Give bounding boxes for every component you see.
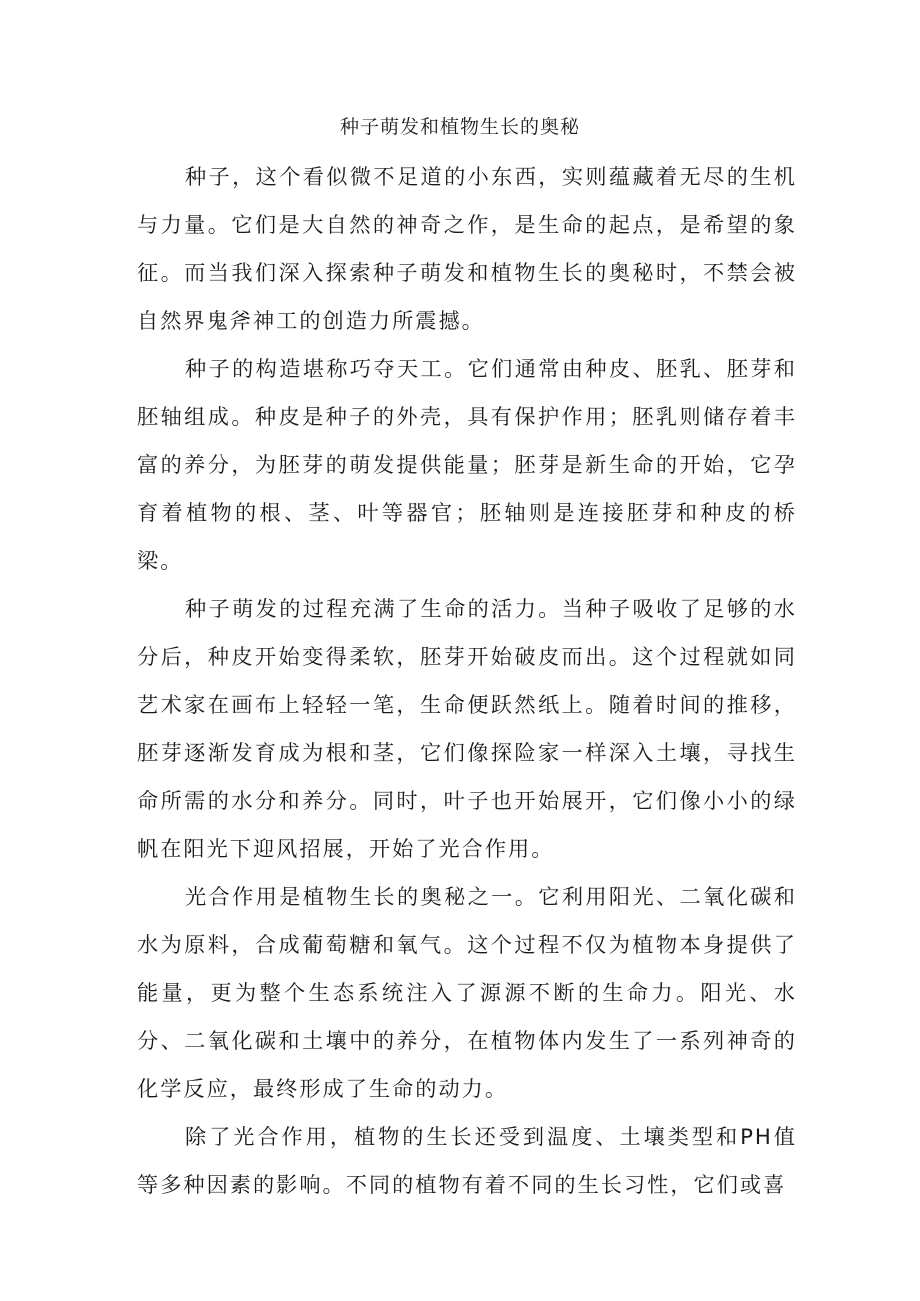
- document-body: [137, 153, 797, 1209]
- paragraph: 种子的构造堪称巧夺天工。它们通常由种皮、胚乳、胚芽和胚轴组成。种皮是种子的外壳，具有保护作用；胚乳则储存着丰富的养分，为胚芽的萌发提供能量；胚芽是新生命的开始，它孕育着植物的根、茎、叶等器官；胚轴则是连接胚芽和种皮的桥梁。: [137, 356, 797, 573]
- document-title: 种子萌发和植物生长的奥秘: [339, 116, 580, 138]
- paragraph: 种子萌发的过程充满了生命的活力。当种子吸收了足够的水分后，种皮开始变得柔软，胚芽开始破皮而出。这个过程就如同艺术家在画布上轻轻一笔，生命便跃然纸上。随着时间的推移，胚芽逐渐发育成为根和茎，它们像探险家一样深入土壤，寻找生命所需的水分和养分。同时，叶子也开始展开，它们像小小的绿帆在阳光下迎风招展，开始了光合作用。: [137, 596, 797, 861]
- paragraph: 除了光合作用，植物的生长还受到温度、土壤类型和PH值等多种因素的影响。不同的植物有着不同的生长习性，它们或喜: [137, 1124, 797, 1197]
- paragraph: 光合作用是植物生长的奥秘之一。它利用阳光、二氧化碳和水为原料，合成葡萄糖和氧气。这个过程不仅为植物本身提供了能量，更为整个生态系统注入了源源不断的生命力。阳光、水分、二氧化碳和土壤中的养分，在植物体内发生了一系列神奇的化学反应，最终形成了生命的动力。: [137, 884, 797, 1101]
- paragraph: 种子，这个看似微不足道的小东西，实则蕴藏着无尽的生机与力量。它们是大自然的神奇之作，是生命的起点，是希望的象征。而当我们深入探索种子萌发和植物生长的奥秘时，不禁会被自然界鬼斧神工的创造力所震撼。: [137, 164, 797, 333]
